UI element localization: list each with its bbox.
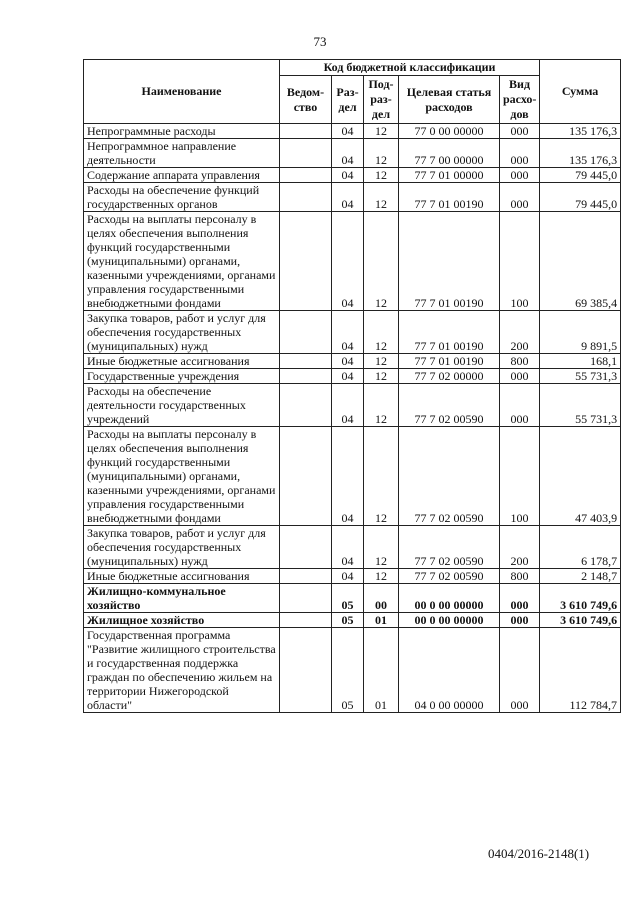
row-razdel: 04 [332, 311, 364, 354]
row-name: Содержание аппарата управления [84, 168, 280, 183]
row-expense-type: 000 [500, 124, 540, 139]
row-podrazdel: 12 [364, 168, 399, 183]
row-vedomstvo [280, 183, 332, 212]
row-vedomstvo [280, 569, 332, 584]
row-name: Закупка товаров, работ и услуг для обеспечения государственных (муниципальных) нужд [84, 311, 280, 354]
row-target-article: 77 7 02 00590 [399, 384, 500, 427]
row-sum: 135 176,3 [540, 124, 621, 139]
row-target-article: 77 7 02 00000 [399, 369, 500, 384]
row-name: Непрограммное направление деятельности [84, 139, 280, 168]
row-razdel: 05 [332, 613, 364, 628]
row-target-article: 00 0 00 00000 [399, 613, 500, 628]
row-expense-type: 000 [500, 168, 540, 183]
row-target-article: 77 7 01 00190 [399, 311, 500, 354]
row-razdel: 04 [332, 139, 364, 168]
table-row [84, 384, 621, 427]
table-row [84, 526, 621, 569]
row-vedomstvo [280, 168, 332, 183]
row-name: Государственная программа "Развитие жилищного строительства и государственная поддержка граждан по обеспечению жильем на территории Нижегородской области" [84, 628, 280, 713]
table-row [84, 139, 621, 168]
row-name: Расходы на выплаты персоналу в целях обеспечения выполнения функций государственными (муниципальными) органами, казенными учреждениями, органами управления государственными внебюджетными фондами [84, 212, 280, 311]
header-name: Наименование [84, 60, 280, 124]
row-sum: 55 731,3 [540, 369, 621, 384]
table-row [84, 427, 621, 526]
row-name: Иные бюджетные ассигнования [84, 354, 280, 369]
row-razdel: 04 [332, 569, 364, 584]
row-target-article: 77 7 02 00590 [399, 569, 500, 584]
row-name: Жилищное хозяйство [84, 613, 280, 628]
row-razdel: 04 [332, 427, 364, 526]
row-target-article: 04 0 00 00000 [399, 628, 500, 713]
row-target-article: 77 7 01 00000 [399, 168, 500, 183]
row-target-article: 77 7 00 00000 [399, 139, 500, 168]
document-code: 0404/2016-2148(1) [488, 846, 590, 861]
table-row [84, 168, 621, 183]
row-razdel: 04 [332, 124, 364, 139]
budget-table [83, 59, 621, 713]
table-row [84, 354, 621, 369]
table-row [84, 628, 621, 713]
row-vedomstvo [280, 311, 332, 354]
header-razdel: Раз-дел [332, 76, 364, 124]
row-podrazdel: 12 [364, 212, 399, 311]
row-sum: 47 403,9 [540, 427, 621, 526]
row-razdel: 04 [332, 354, 364, 369]
row-podrazdel: 12 [364, 569, 399, 584]
row-razdel: 04 [332, 526, 364, 569]
row-sum: 135 176,3 [540, 139, 621, 168]
row-vedomstvo [280, 212, 332, 311]
row-expense-type: 800 [500, 569, 540, 584]
table-body [84, 124, 621, 713]
header-expense-type: Вид расхо-дов [500, 76, 540, 124]
row-sum: 55 731,3 [540, 384, 621, 427]
row-sum: 3 610 749,6 [540, 613, 621, 628]
row-podrazdel: 12 [364, 311, 399, 354]
row-name: Государственные учреждения [84, 369, 280, 384]
header-sum: Сумма [540, 60, 621, 124]
header-podrazdel: Под-раз-дел [364, 76, 399, 124]
row-podrazdel: 12 [364, 183, 399, 212]
row-sum: 2 148,7 [540, 569, 621, 584]
row-expense-type: 000 [500, 584, 540, 613]
row-name: Расходы на выплаты персоналу в целях обеспечения выполнения функций государственными (муниципальными) органами, казенными учреждениями, органами управления государственными внебюджетными фондами [84, 427, 280, 526]
row-name: Иные бюджетные ассигнования [84, 569, 280, 584]
row-vedomstvo [280, 124, 332, 139]
row-podrazdel: 01 [364, 628, 399, 713]
row-name: Жилищно-коммунальное хозяйство [84, 584, 280, 613]
row-sum: 112 784,7 [540, 628, 621, 713]
table-row [84, 183, 621, 212]
row-name: Непрограммные расходы [84, 124, 280, 139]
row-target-article: 77 7 01 00190 [399, 212, 500, 311]
row-razdel: 04 [332, 384, 364, 427]
row-sum: 3 610 749,6 [540, 584, 621, 613]
row-sum: 69 385,4 [540, 212, 621, 311]
table-row [84, 124, 621, 139]
row-expense-type: 800 [500, 354, 540, 369]
row-target-article: 77 7 01 00190 [399, 354, 500, 369]
table-row [84, 613, 621, 628]
row-podrazdel: 12 [364, 124, 399, 139]
row-razdel: 05 [332, 584, 364, 613]
row-target-article: 77 7 02 00590 [399, 526, 500, 569]
row-razdel: 04 [332, 168, 364, 183]
row-target-article: 77 7 02 00590 [399, 427, 500, 526]
row-podrazdel: 12 [364, 384, 399, 427]
table-row [84, 212, 621, 311]
header-classification-group: Код бюджетной классификации [280, 60, 540, 76]
row-expense-type: 000 [500, 369, 540, 384]
row-podrazdel: 12 [364, 526, 399, 569]
row-vedomstvo [280, 526, 332, 569]
row-expense-type: 000 [500, 384, 540, 427]
row-expense-type: 000 [500, 183, 540, 212]
row-target-article: 00 0 00 00000 [399, 584, 500, 613]
row-expense-type: 000 [500, 628, 540, 713]
row-razdel: 04 [332, 369, 364, 384]
row-target-article: 77 7 01 00190 [399, 183, 500, 212]
row-name: Расходы на обеспечение деятельности государственных учреждений [84, 384, 280, 427]
row-expense-type: 000 [500, 139, 540, 168]
row-vedomstvo [280, 384, 332, 427]
row-vedomstvo [280, 613, 332, 628]
table-row [84, 369, 621, 384]
row-podrazdel: 12 [364, 369, 399, 384]
row-expense-type: 200 [500, 526, 540, 569]
row-vedomstvo [280, 628, 332, 713]
table-row [84, 311, 621, 354]
row-target-article: 77 0 00 00000 [399, 124, 500, 139]
row-podrazdel: 12 [364, 139, 399, 168]
row-podrazdel: 00 [364, 584, 399, 613]
row-vedomstvo [280, 427, 332, 526]
row-expense-type: 100 [500, 212, 540, 311]
row-name: Расходы на обеспечение функций государственных органов [84, 183, 280, 212]
row-razdel: 05 [332, 628, 364, 713]
row-sum: 79 445,0 [540, 183, 621, 212]
row-expense-type: 100 [500, 427, 540, 526]
row-name: Закупка товаров, работ и услуг для обеспечения государственных (муниципальных) нужд [84, 526, 280, 569]
row-podrazdel: 12 [364, 427, 399, 526]
row-vedomstvo [280, 354, 332, 369]
row-expense-type: 200 [500, 311, 540, 354]
row-podrazdel: 01 [364, 613, 399, 628]
row-expense-type: 000 [500, 613, 540, 628]
row-sum: 79 445,0 [540, 168, 621, 183]
row-sum: 6 178,7 [540, 526, 621, 569]
page-number: 73 [313, 34, 327, 49]
header-vedomstvo: Ведом-ство [280, 76, 332, 124]
row-razdel: 04 [332, 183, 364, 212]
row-vedomstvo [280, 369, 332, 384]
header-target-article: Целевая статья расходов [399, 76, 500, 124]
row-sum: 168,1 [540, 354, 621, 369]
row-razdel: 04 [332, 212, 364, 311]
row-podrazdel: 12 [364, 354, 399, 369]
row-vedomstvo [280, 584, 332, 613]
row-vedomstvo [280, 139, 332, 168]
table-row [84, 569, 621, 584]
table-row [84, 584, 621, 613]
row-sum: 9 891,5 [540, 311, 621, 354]
